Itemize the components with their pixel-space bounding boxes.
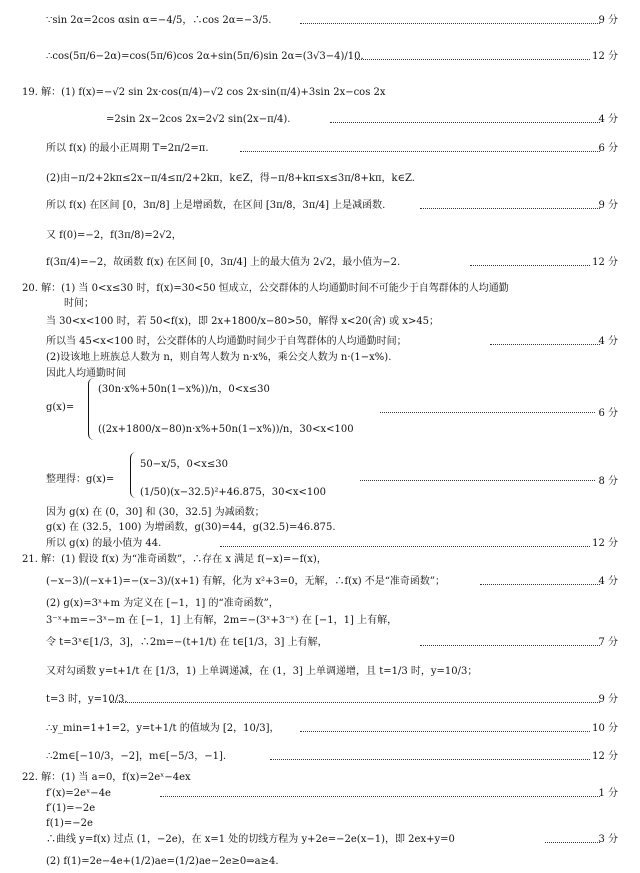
- line-text: 时间；: [64, 298, 94, 309]
- leader-dots: [470, 265, 590, 266]
- leader-dots: [420, 645, 600, 646]
- line-text: 20. 解：(1) 当 0<x≤30 时，f(x)=30<50 恒成立，公交群体的人均通勤时间不可能少于自驾群体的人均通勤: [22, 283, 509, 294]
- line-text: (2)设该地上班族总人数为 n，则自驾人数为 n·x%，乘公交人数为 n·(1−x%).: [46, 352, 392, 363]
- line-text: 又 f(0)=−2，f(3π/8)=2√2，: [46, 230, 182, 241]
- simp-label: 整理得：g(x)=: [46, 474, 115, 485]
- line-text: 所以当 45<x<100 时，公交群体的人均通勤时间少于自驾群体的人均通勤时间；: [46, 336, 407, 347]
- solution-line: [0, 315, 640, 329]
- solution-line: [0, 817, 640, 831]
- line-text: 令 t=3ˣ∈[1/3，3]，∴2m=−(t+1/t) 在 t∈[1/3，3] 上有解，: [46, 637, 328, 648]
- line-text: 所以 g(x) 的最小值为 44.: [46, 538, 162, 549]
- line-text: 又对勾函数 y=t+1/t 在 [1/3，1) 上单调递减，在 (1，3] 上单调递增，且 t=1/3 时，y=10/3；: [46, 666, 478, 677]
- leader-dots: [270, 759, 590, 760]
- score-mark: 4 分: [598, 336, 618, 347]
- score-mark: 9 分: [598, 694, 618, 705]
- simp-case-2: (1/50)(x−32.5)²+46.875，30<x<100: [140, 487, 326, 498]
- score-mark: 1 分: [598, 788, 618, 799]
- solution-line: [0, 787, 640, 801]
- leader-dots: [160, 796, 600, 797]
- score-mark: 9 分: [598, 15, 618, 26]
- solution-line: [0, 367, 640, 381]
- line-text: =2sin 2x−2cos 2x=2√2 sin(2x−π/4).: [106, 114, 291, 125]
- line-text: f′(x)=2eˣ−4e: [46, 788, 111, 799]
- leader-dots: [490, 344, 600, 345]
- solution-line: [0, 693, 640, 707]
- solution-line: [0, 335, 640, 349]
- line-text: (−x−3)/(−x+1)=−(x−3)/(x+1) 有解，化为 x²+3=0，无解，∴f(x) 不是“准奇函数”；: [46, 576, 446, 587]
- score-mark: 3 分: [598, 834, 618, 845]
- solution-line: [0, 771, 640, 785]
- solution-line: [0, 256, 640, 270]
- line-text: f′(1)=−2e: [46, 803, 96, 814]
- line-text: ∴2m∈[−10/3，−2]，m∈[−5/3，−1].: [46, 751, 227, 762]
- gx-score: 6 分: [598, 408, 618, 419]
- line-text: ∴y_min=1+1=2，y=t+1/t 的值域为 [2，10/3]，: [46, 723, 280, 734]
- line-text: ∵sin 2α=2cos αsin α=−4/5，∴cos 2α=−3/5.: [46, 15, 272, 26]
- score-mark: 7 分: [598, 637, 618, 648]
- solution-line: [0, 833, 640, 847]
- score-mark: 12 分: [592, 257, 618, 268]
- line-text: 所以 f(x) 在区间 [0，3π/8] 上是增函数，在区间 [3π/8，3π/4] 上是减函数.: [46, 200, 386, 211]
- solution-line: [0, 855, 640, 869]
- line-text: (2)由−π/2+2kπ≤2x−π/4≤π/2+2kπ，k∈Z，得−π/8+kπ≤x≤3π/8+kπ，k∈Z.: [46, 173, 415, 184]
- score-mark: 4 分: [598, 114, 618, 125]
- solution-line: [0, 199, 640, 213]
- line-text: 22. 解：(1) 当 a=0，f(x)=2eˣ−4ex: [22, 772, 191, 783]
- solution-line: [0, 297, 640, 311]
- simp-dots: [360, 480, 595, 481]
- solution-line: [0, 521, 640, 535]
- line-text: 21. 解：(1) 假设 f(x) 为“准奇函数”，∴存在 x 满足 f(−x)=−f(x)，: [22, 554, 327, 565]
- line-text: 3⁻ˣ+m=−3ˣ−m 在 [−1，1] 上有解，2m=−(3ˣ+3⁻ˣ) 在 [−1，1] 上有解，: [46, 615, 398, 626]
- leader-dots: [420, 208, 600, 209]
- simp-brace: [130, 452, 137, 498]
- solution-line: [0, 14, 640, 28]
- solution-line: [0, 113, 640, 127]
- leader-dots: [240, 151, 600, 152]
- line-text: f(1)=−2e: [46, 818, 93, 829]
- line-text: 当 30<x<100 时，若 50<f(x)，即 2x+1800/x−80>50，解得 x<20(舍) 或 x>45；: [46, 316, 440, 327]
- leader-dots: [480, 584, 600, 585]
- solution-line: [0, 553, 640, 567]
- score-mark: 4 分: [598, 576, 618, 587]
- line-text: ∴cos(5π/6−2α)=cos(5π/6)cos 2α+sin(5π/6)sin 2α=(3√3−4)/10.: [46, 51, 364, 62]
- line-text: ∴曲线 y=f(x) 过点 (1，−2e)，在 x=1 处的切线方程为 y+2e=−2e(x−1)，即 2ex+y=0: [46, 834, 455, 845]
- score-mark: 9 分: [598, 200, 618, 211]
- solution-line: [0, 722, 640, 736]
- line-text: (2) g(x)=3ˣ+m 为定义在 [−1，1] 的“准奇函数”，: [46, 598, 279, 609]
- solution-line: [0, 172, 640, 186]
- leader-dots: [220, 546, 590, 547]
- solution-line: [0, 614, 640, 628]
- solution-line: [0, 50, 640, 64]
- leader-dots: [300, 23, 600, 24]
- solution-line: [0, 537, 640, 551]
- leader-dots: [545, 842, 600, 843]
- gx-case-2: ((2x+1800/x−80)n·x%+50n(1−x%))/n，30<x<100: [98, 424, 354, 435]
- line-text: g(x) 在 (32.5，100) 为增函数，g(30)=44，g(32.5)=46.875.: [46, 522, 336, 533]
- solution-line: [0, 575, 640, 589]
- gx-brace: [88, 378, 95, 440]
- line-text: (2) f(1)=2e−4e+(1/2)ae=(1/2)ae−2e≥0⇒a≥4.: [46, 856, 279, 867]
- solution-line: [0, 750, 640, 764]
- solution-line: [0, 86, 640, 100]
- gx-dots: [380, 412, 595, 413]
- leader-dots: [300, 731, 590, 732]
- score-mark: 12 分: [592, 538, 618, 549]
- line-text: f(3π/4)=−2，故函数 f(x) 在区间 [0，3π/4] 上的最大值为 2√2，最小值为−2.: [46, 257, 401, 268]
- gx-case-1: (30n·x%+50n(1−x%))/n，0<x≤30: [98, 384, 270, 395]
- gx-label: g(x)=: [46, 402, 75, 413]
- solution-line: [0, 351, 640, 365]
- solution-line: [0, 282, 640, 296]
- line-text: t=3 时，y=10/3.: [46, 694, 128, 705]
- line-text: 因此人均通勤时间: [46, 368, 126, 379]
- solution-line: [0, 142, 640, 156]
- line-text: 19. 解：(1) f(x)=−√2 sin 2x·cos(π/4)−√2 cos 2x·sin(π/4)+3sin 2x−cos 2x: [22, 87, 386, 98]
- score-mark: 12 分: [592, 751, 618, 762]
- simp-case-1: 50−x/5，0<x≤30: [140, 459, 228, 470]
- score-mark: 6 分: [598, 143, 618, 154]
- solution-line: [0, 636, 640, 650]
- line-text: 因为 g(x) 在 (0，30] 和 (30，32.5] 为减函数；: [46, 507, 265, 518]
- solution-line: [0, 506, 640, 520]
- solution-line: [0, 229, 640, 243]
- solution-line: [0, 597, 640, 611]
- leader-dots: [330, 122, 600, 123]
- line-text: 所以 f(x) 的最小正周期 T=2π/2=π.: [46, 143, 209, 154]
- solution-line: [0, 665, 640, 679]
- simp-score: 8 分: [598, 476, 618, 487]
- score-mark: 10 分: [592, 723, 618, 734]
- leader-dots: [355, 59, 590, 60]
- leader-dots: [110, 702, 600, 703]
- score-mark: 12 分: [592, 51, 618, 62]
- solution-line: [0, 802, 640, 816]
